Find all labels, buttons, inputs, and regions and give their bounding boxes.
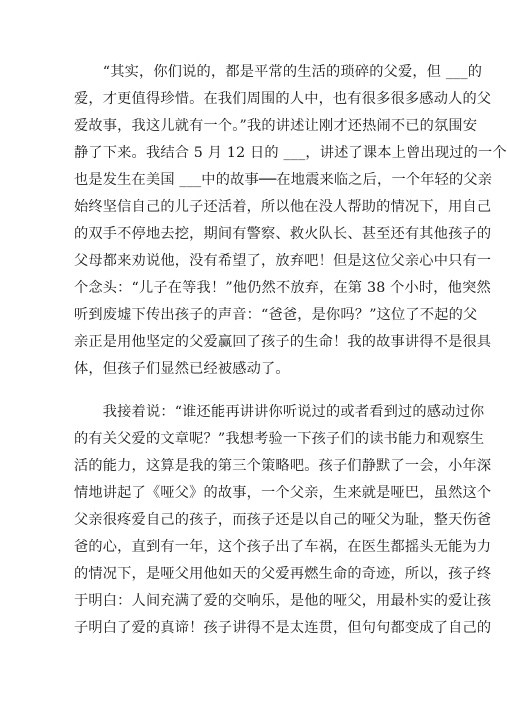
text-line: 爱，才更值得珍惜。在我们周围的人中，也有很多很多感动人的父 xyxy=(74,91,492,107)
text-line: 体，但孩子们显然已经被感动了。 xyxy=(74,361,290,377)
text-line: 我接着说：“谁还能再讲讲你听说过的或者看到过的感动过你 xyxy=(74,404,485,420)
text-line: 也是发生在美国 ___中的故事──在地震来临之后，一个年轻的父亲 xyxy=(74,172,493,188)
text-line: 听到废墟下传出孩子的声音：“爸爸，是你吗？”这位了不起的父 xyxy=(74,307,478,323)
text-line: 于明白：人间充满了爱的交响乐，是他的哑父，用最朴实的爱让孩 xyxy=(74,593,492,609)
text-line: 的有关父爱的文章呢？”我想考验一下孩子们的读书能力和观察生 xyxy=(74,431,485,447)
text-line: 子明白了爱的真谛！孩子讲得不是太连贯，但句句都变成了自己的 xyxy=(74,620,492,636)
text-line: 爸的心，直到有一年，这个孩子出了车祸，在医生都摇头无能为力 xyxy=(74,539,492,555)
paragraph-1 xyxy=(74,59,507,383)
text-line: 父亲很疼爱自己的孩子，而孩子还是以自己的哑父为耻，整天伤爸 xyxy=(74,512,492,528)
text-line: 的情况下，是哑父用他如天的父爱再燃生命的奇迹，所以，孩子终 xyxy=(74,566,492,582)
text-line: 情地讲起了《哑父》的故事，一个父亲，生来就是哑巴，虽然这个 xyxy=(74,485,492,501)
text-line: 父母都来劝说他，没有希望了，放弃吧！但是这位父亲心中只有一 xyxy=(74,253,492,269)
text-line: 爱故事，我这儿就有一个。”我的讲述让刚才还热闹不已的氛围安 xyxy=(74,118,478,134)
text-line: 个念头：“儿子在等我！”他仍然不放弃，在第 38 个小时，他突然 xyxy=(74,280,491,296)
text-line: 活的能力，这算是我的第三个策略吧。孩子们静默了一会，小年深 xyxy=(74,458,492,474)
paragraph-2 xyxy=(74,399,492,642)
text-line: “其实，你们说的，都是平常的生活的琐碎的父爱，但 ___的 xyxy=(74,64,483,80)
text-line: 静了下来。我结合 5 月 12 日的 ___，讲述了课本上曾出现过的一个 xyxy=(74,145,507,161)
text-line: 始终坚信自己的儿子还活着，所以他在没人帮助的情况下，用自己 xyxy=(74,199,492,215)
text-line: 亲正是用他坚定的父爱赢回了孩子的生命！我的故事讲得不是很具 xyxy=(74,334,492,350)
text-line: 的双手不停地去挖，期间有警察、救火队长、甚至还有其他孩子的 xyxy=(74,226,492,242)
